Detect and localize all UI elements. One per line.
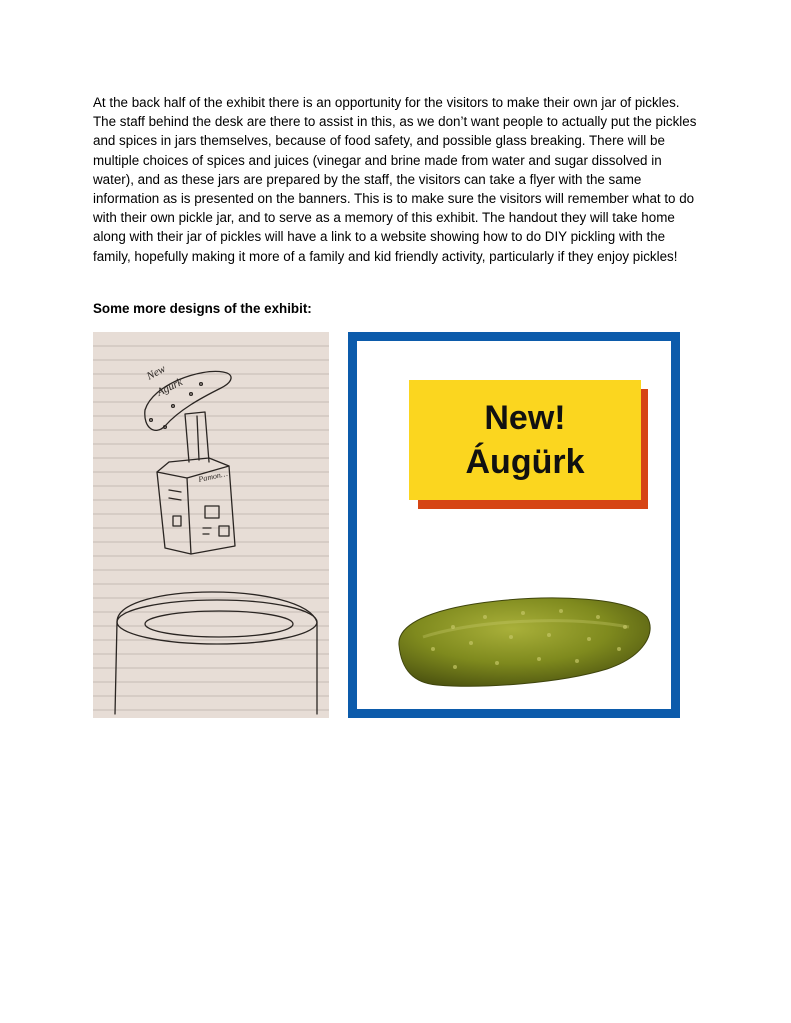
section-subheading: Some more designs of the exhibit:: [93, 301, 312, 316]
sketch-dot: [164, 426, 167, 429]
sketch-dot: [200, 383, 203, 386]
sketch-table-inner: [145, 611, 293, 637]
body-paragraph: At the back half of the exhibit there is an opportunity for the visitors to make their own jar of pickles. The staff behind the desk are there to assist in this, as we don’t want people to actually put the pickles and spices in jars themselves, because of food safety, and possible glass breaking. There will be multiple choices of spices and juices (vinegar and brine made from water and sugar dissolved in water), and as these jars are prepared by the staff, the visitors can take a flyer with the same information as is presented on the banners. This is to make sure the visitors will remember what to do with their own pickle jar, and to serve as a memory of this exhibit. The handout they will take home along with their jar of pickles will have a link to a website showing how to do DIY pickling with the family, hopefully making it more of a family and kid friendly activity, particularly if they enjoy pickles!: [93, 95, 697, 264]
sketch-stand: [185, 412, 209, 462]
sketch-box: [205, 506, 219, 518]
sketch-box: [173, 516, 181, 526]
sketch-dot: [172, 405, 175, 408]
sketch-sign-text-agurk: Agurk: [155, 376, 185, 399]
sketch-pickle-sign: [145, 371, 231, 430]
sketch-box: [219, 526, 229, 536]
pickle-illustration: [393, 587, 653, 691]
poster-title-line1: New!: [484, 399, 566, 437]
poster-title-line2: Áugürk: [465, 443, 585, 481]
sketch-dot: [150, 419, 153, 422]
poster-sign: [409, 380, 641, 500]
exhibit-sketch-image: [93, 332, 329, 718]
sketch-sign-text-new: New: [144, 362, 168, 383]
exhibit-poster: [348, 332, 680, 718]
sketch-panel-text: Pamon…: [197, 468, 229, 484]
sketch-dot: [190, 393, 193, 396]
